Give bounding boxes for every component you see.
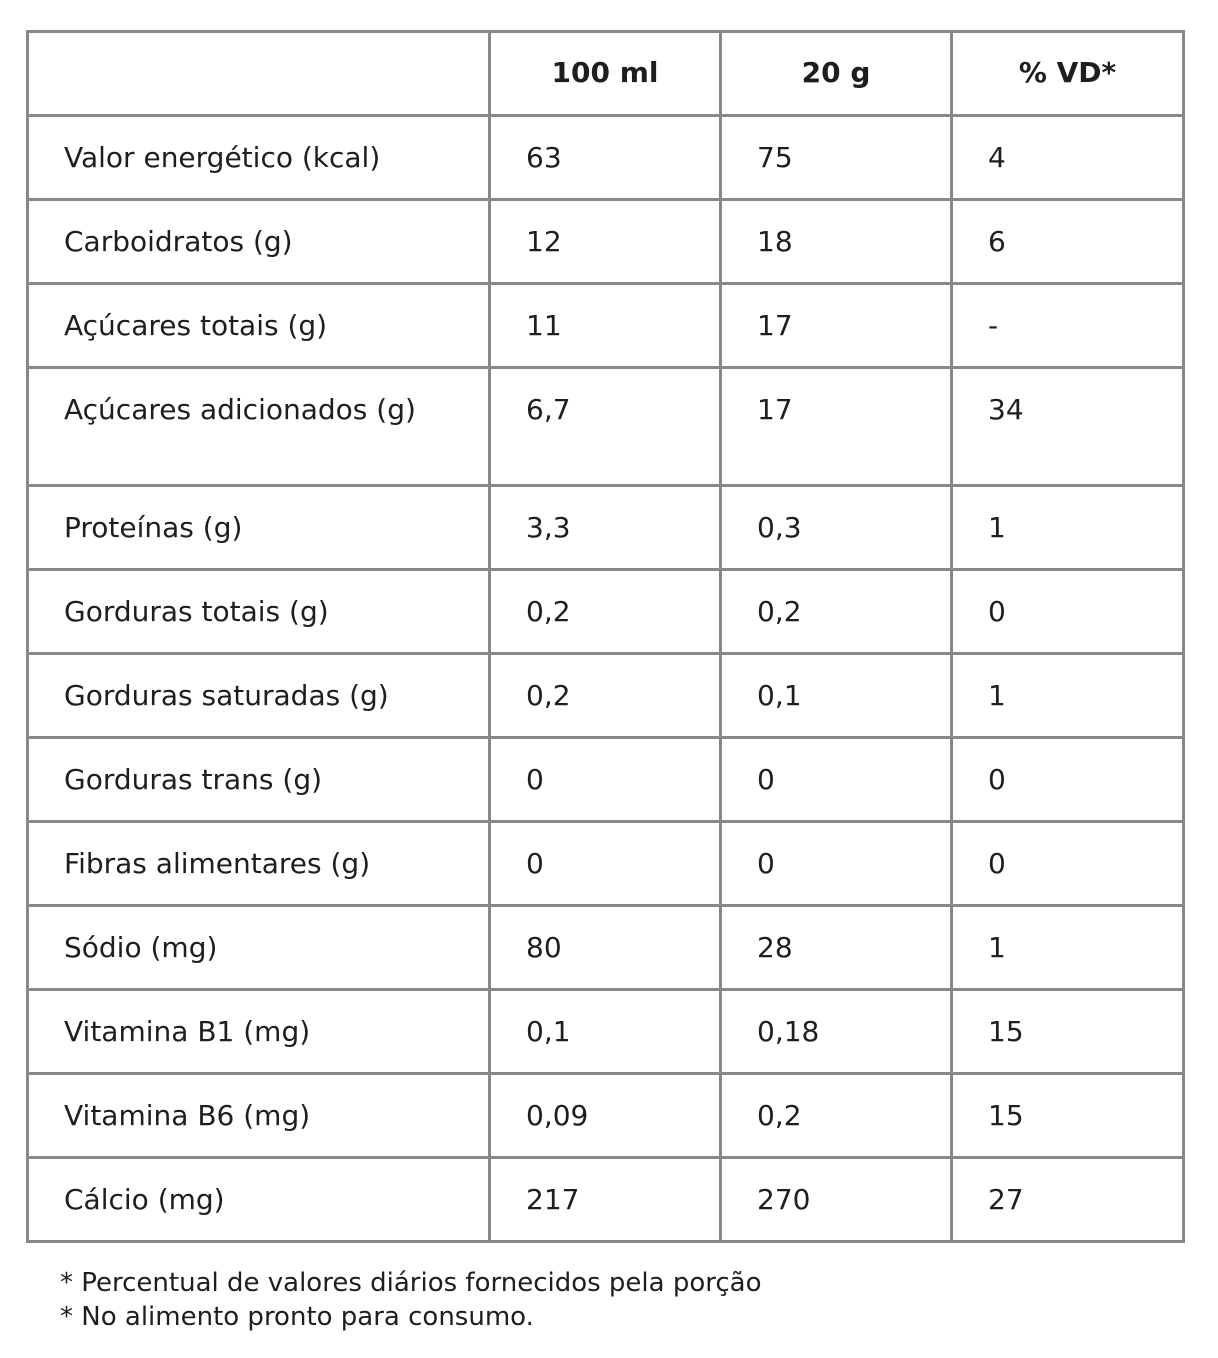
nutrient-name: Fibras alimentares (g): [28, 822, 490, 906]
nutrient-name: Vitamina B6 (mg): [28, 1074, 490, 1158]
table-row: [28, 1074, 1184, 1158]
table-row: [28, 1158, 1184, 1242]
header-nutrient: [28, 32, 490, 116]
value-per-20g: 18: [721, 200, 952, 284]
nutrient-name: Gorduras trans (g): [28, 738, 490, 822]
value-per-20g: 75: [721, 116, 952, 200]
table-row: [28, 486, 1184, 570]
value-daily-percent: 1: [952, 654, 1184, 738]
nutrient-name: Vitamina B1 (mg): [28, 990, 490, 1074]
nutrient-name: Açúcares totais (g): [28, 284, 490, 368]
value-per-100ml: 6,7: [490, 368, 721, 486]
value-daily-percent: 34: [952, 368, 1184, 486]
value-per-100ml: 217: [490, 1158, 721, 1242]
nutrient-name: Cálcio (mg): [28, 1158, 490, 1242]
value-daily-percent: 27: [952, 1158, 1184, 1242]
value-per-100ml: 80: [490, 906, 721, 990]
nutrient-name: Açúcares adicionados (g): [28, 368, 490, 486]
value-daily-percent: 0: [952, 822, 1184, 906]
nutrient-name: Carboidratos (g): [28, 200, 490, 284]
header-per-20g: 20 g: [721, 32, 952, 116]
nutrient-name: Gorduras totais (g): [28, 570, 490, 654]
value-per-20g: 0: [721, 822, 952, 906]
table-row: [28, 822, 1184, 906]
nutrient-name: Proteínas (g): [28, 486, 490, 570]
value-per-100ml: 0: [490, 738, 721, 822]
table-row: [28, 200, 1184, 284]
value-daily-percent: 6: [952, 200, 1184, 284]
table-row: [28, 738, 1184, 822]
nutrient-name: Gorduras saturadas (g): [28, 654, 490, 738]
value-per-20g: 0,2: [721, 1074, 952, 1158]
value-per-100ml: 3,3: [490, 486, 721, 570]
value-per-20g: 17: [721, 284, 952, 368]
value-per-100ml: 0: [490, 822, 721, 906]
value-per-100ml: 63: [490, 116, 721, 200]
table-row: [28, 284, 1184, 368]
value-daily-percent: 0: [952, 738, 1184, 822]
nutrition-facts-table: [26, 30, 1185, 1243]
table-row: [28, 368, 1184, 486]
value-daily-percent: 15: [952, 1074, 1184, 1158]
value-daily-percent: 1: [952, 906, 1184, 990]
table-row: [28, 906, 1184, 990]
header-daily-value: % VD*: [952, 32, 1184, 116]
value-per-100ml: 12: [490, 200, 721, 284]
footnote-daily-values: * Percentual de valores diários fornecidos pela porção: [60, 1268, 762, 1298]
footnote-ready-to-eat: * No alimento pronto para consumo.: [60, 1302, 534, 1332]
value-per-100ml: 11: [490, 284, 721, 368]
table-row: [28, 654, 1184, 738]
value-per-20g: 0: [721, 738, 952, 822]
value-per-20g: 17: [721, 368, 952, 486]
value-daily-percent: -: [952, 284, 1184, 368]
value-per-100ml: 0,1: [490, 990, 721, 1074]
value-per-100ml: 0,09: [490, 1074, 721, 1158]
header-per-100ml: 100 ml: [490, 32, 721, 116]
value-daily-percent: 4: [952, 116, 1184, 200]
nutrient-name: Valor energético (kcal): [28, 116, 490, 200]
table-header-row: [28, 32, 1184, 116]
value-per-100ml: 0,2: [490, 654, 721, 738]
value-per-20g: 0,2: [721, 570, 952, 654]
table-row: [28, 990, 1184, 1074]
value-per-20g: 28: [721, 906, 952, 990]
value-daily-percent: 1: [952, 486, 1184, 570]
value-per-20g: 0,1: [721, 654, 952, 738]
value-per-20g: 270: [721, 1158, 952, 1242]
value-daily-percent: 0: [952, 570, 1184, 654]
table-row: [28, 570, 1184, 654]
nutrient-name: Sódio (mg): [28, 906, 490, 990]
value-per-100ml: 0,2: [490, 570, 721, 654]
value-daily-percent: 15: [952, 990, 1184, 1074]
value-per-20g: 0,18: [721, 990, 952, 1074]
table-row: [28, 116, 1184, 200]
value-per-20g: 0,3: [721, 486, 952, 570]
footnotes: [60, 1266, 762, 1334]
